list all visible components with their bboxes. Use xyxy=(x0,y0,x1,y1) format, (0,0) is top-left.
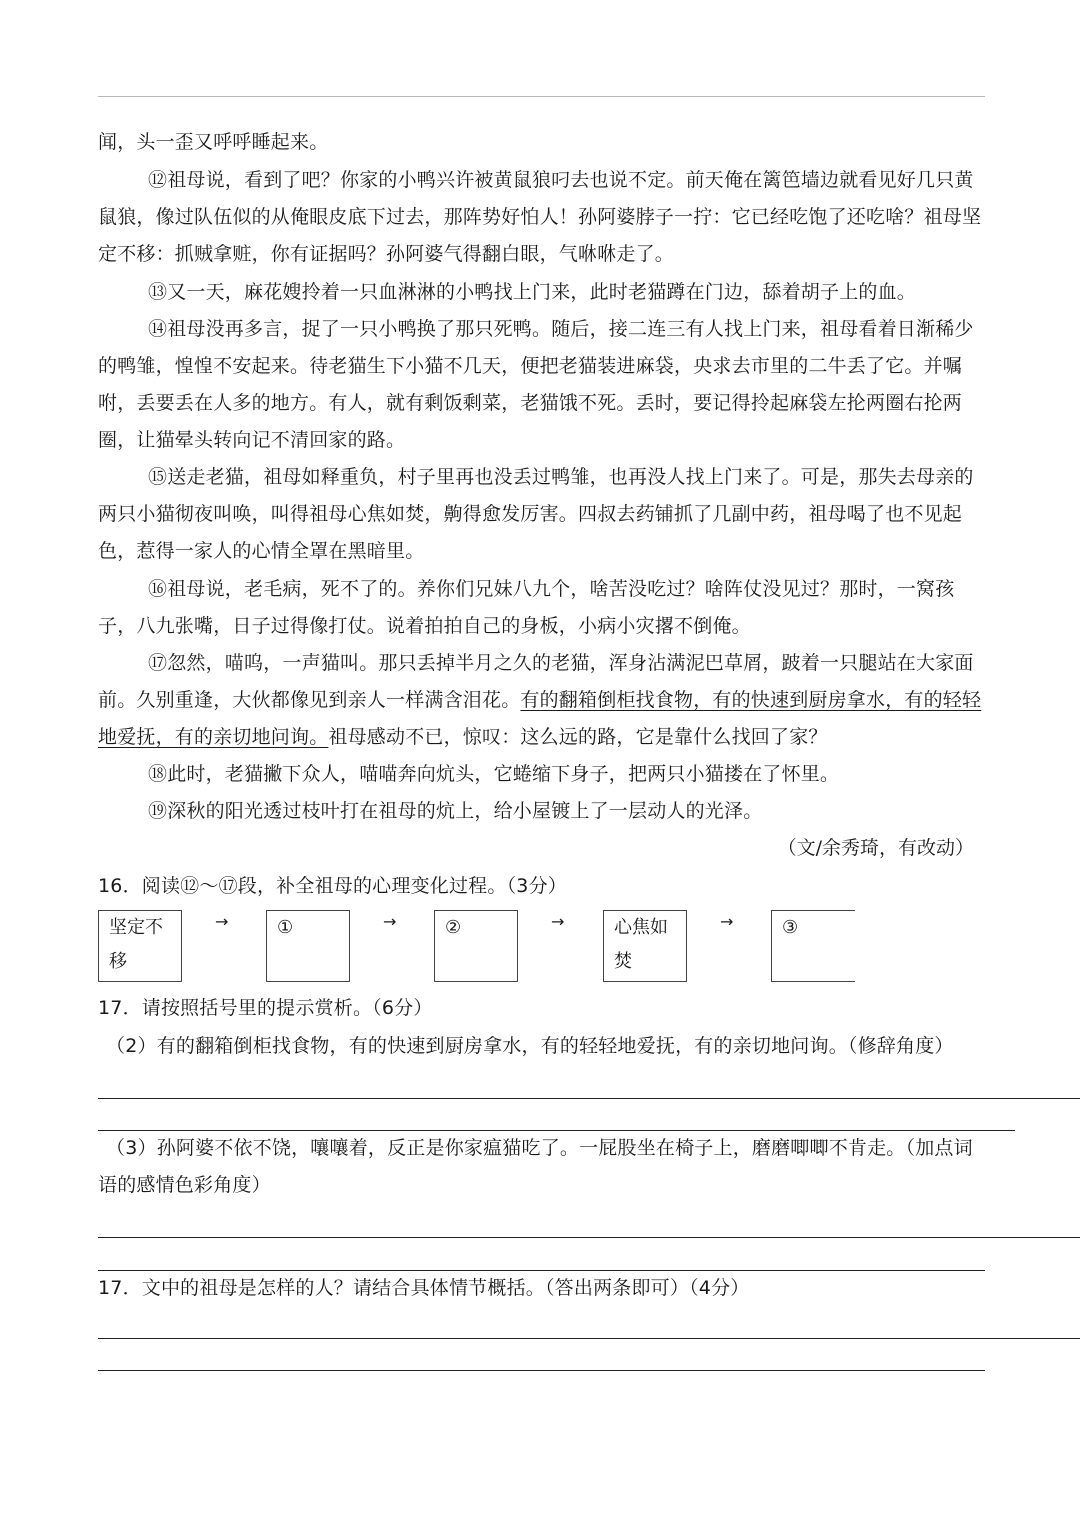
flow-box-text: 心焦如 xyxy=(614,917,668,938)
flow-box-3-answer[interactable] xyxy=(434,910,518,982)
flow-box-text: 移 xyxy=(109,951,127,972)
paragraph-19-line: ⑲深秋的阳光透过枝叶打在祖母的炕上，给小屋镀上了一层动人的光泽。 xyxy=(148,800,763,822)
answer-line[interactable] xyxy=(98,1237,1080,1238)
arrow-icon: → xyxy=(383,912,397,931)
paragraph-12-line: 定不移：抓贼拿赃，你有证据吗？孙阿婆气得翻白眼，气咻咻走了。 xyxy=(98,243,675,265)
underlined-sentence: 有的翻箱倒柜找食物，有的快速到厨房拿水，有的轻轻 xyxy=(520,689,982,711)
answer-line[interactable] xyxy=(98,1098,1080,1099)
paragraph-17-text: 前。久别重逢，大伙都像见到亲人一样满含泪花。 xyxy=(98,689,521,711)
paragraph-16-line: ⑯祖母说，老毛病，死不了的。养你们兄妹八九个，啥苦没吃过？啥阵仗没见过？那时，一窝孩 xyxy=(148,578,955,600)
paragraph-15-line: ⑮送走老猫，祖母如释重负，村子里再也没丢过鸭雏，也再没人找上门来了。可是，那失去母亲的 xyxy=(148,466,974,488)
flow-box-5-answer[interactable] xyxy=(771,910,855,982)
paragraph-14-line: ⑭祖母没再多言，捉了一只小鸭换了那只死鸭。随后，接二连三有人找上门来，祖母看着日渐稀少 xyxy=(148,318,974,340)
answer-line[interactable] xyxy=(98,1130,1015,1131)
underlined-sentence: 地爱抚，有的亲切地问询。 xyxy=(98,726,329,748)
paragraph-15-line: 色，惹得一家人的心情全罩在黑暗里。 xyxy=(98,540,425,562)
flow-box-text: ③ xyxy=(782,917,799,938)
paragraph-14-line: 圈，让猫晕头转向记不清回家的路。 xyxy=(98,429,406,451)
source-attribution: （文/余秀琦，有改动） xyxy=(777,837,974,859)
flow-box-2-answer[interactable] xyxy=(266,910,350,982)
answer-line[interactable] xyxy=(98,1338,1080,1339)
paragraph-14-line: 的鸭雏，惶惶不安起来。待老猫生下小猫不几天，便把老猫装进麻袋，央求去市里的二牛丢了它。并嘱 xyxy=(98,355,963,377)
arrow-icon: → xyxy=(551,912,565,931)
paragraph-15-line: 两只小猫彻夜叫唤，叫得祖母心焦如焚，齁得愈发厉害。四叔去药铺抓了几副中药，祖母喝了也不见起 xyxy=(98,503,963,525)
flow-box-text: ① xyxy=(277,917,294,938)
question-18-prompt: 17．文中的祖母是怎样的人？请结合具体情节概括。（答出两条即可）（4分） xyxy=(98,1277,750,1299)
flow-box-text: 坚定不 xyxy=(109,917,163,938)
passage-line: 闻，头一歪又呼呼睡起来。 xyxy=(98,131,329,153)
paragraph-17-text: 祖母感动不已，惊叹：这么远的路，它是靠什么找回了家？ xyxy=(328,726,828,748)
flow-box-text: ② xyxy=(445,917,462,938)
paragraph-13-line: ⑬又一天，麻花嫂拎着一只血淋淋的小鸭找上门来，此时老猫蹲在门边，舔着胡子上的血。 xyxy=(148,281,917,303)
paragraph-17-line xyxy=(98,725,828,749)
paragraph-16-line: 子，八九张嘴，日子过得像打仗。说着拍拍自己的身板，小病小灾撂不倒俺。 xyxy=(98,615,751,637)
question-17-prompt: 17．请按照括号里的提示赏析。（6分） xyxy=(98,997,433,1019)
answer-line[interactable] xyxy=(98,1370,985,1371)
header-divider xyxy=(98,96,985,97)
flow-box-1 xyxy=(98,910,182,982)
question-17-sub-2: （2）有的翻箱倒柜找食物，有的快速到厨房拿水，有的轻轻地爱抚，有的亲切地问询。（修辞角度） xyxy=(106,1035,954,1057)
paragraph-12-line: ⑫祖母说，看到了吧？你家的小鸭兴许被黄鼠狼叼去也说不定。前天俺在篱笆墙边就看见好几只黄 xyxy=(148,169,974,191)
question-17-sub-3: （3）孙阿婆不依不饶，嚷嚷着，反正是你家瘟猫吃了。一屁股坐在椅子上，磨磨唧唧不肯走。（加点词 xyxy=(106,1137,973,1159)
flow-box-text: 焚 xyxy=(614,951,632,972)
paragraph-18-line: ⑱此时，老猫撇下众人，喵喵奔向炕头，它蜷缩下身子，把两只小猫搂在了怀里。 xyxy=(148,763,840,785)
paragraph-17-line: ⑰忽然，喵呜，一声猫叫。那只丢掉半月之久的老猫，浑身沾满泥巴草屑，跛着一只腿站在大家面 xyxy=(148,652,974,674)
flow-box-4 xyxy=(603,910,687,982)
paragraph-12-line: 鼠狼，像过队伍似的从俺眼皮底下过去，那阵势好怕人！孙阿婆脖子一拧：它已经吃饱了还吃啥？祖母坚 xyxy=(98,206,982,228)
answer-line[interactable] xyxy=(98,1270,985,1271)
question-16-prompt: 16．阅读⑫～⑰段，补全祖母的心理变化过程。（3分） xyxy=(98,875,567,897)
paragraph-14-line: 咐，丢要丢在人多的地方。有人，就有剩饭剩菜，老猫饿不死。丢时，要记得拎起麻袋左抡两圈右抡两 xyxy=(98,392,963,414)
arrow-icon: → xyxy=(215,912,229,931)
question-17-sub-3: 语的感情色彩角度） xyxy=(98,1174,271,1196)
paragraph-17-line xyxy=(98,688,981,712)
arrow-icon: → xyxy=(720,912,734,931)
